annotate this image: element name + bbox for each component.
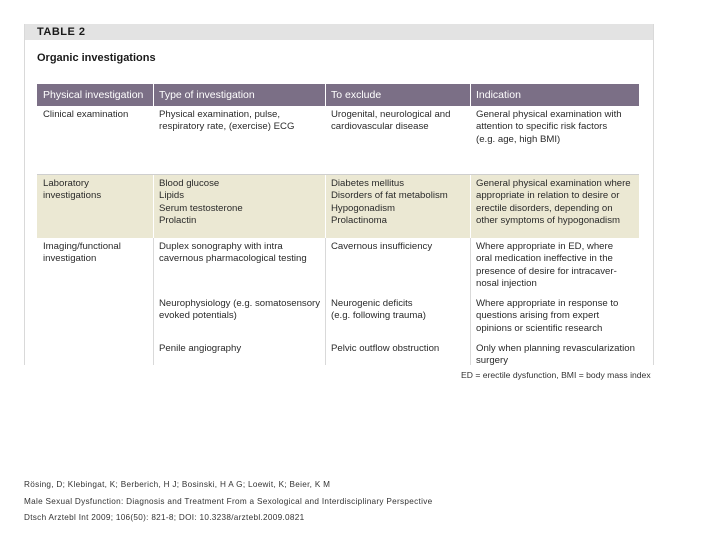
cell-exclude: Neurogenic deficits (e.g. following trauma): [331, 298, 426, 322]
citation-title: Male Sexual Dysfunction: Diagnosis and Treatment From a Sexological and Interdisciplinary Perspective: [24, 496, 433, 506]
citation-authors: Rösing, D; Klebingat, K; Berberich, H J; Bosinski, H A G; Loewit, K; Beier, K M: [24, 480, 331, 489]
table-row: [37, 238, 639, 365]
cell-indication: Where appropriate in ED, where oral medication ineffective in the presence of desire for intracaver- nosal injection: [476, 241, 617, 290]
table-row: [37, 175, 639, 238]
citation: [24, 477, 432, 527]
cell-indication: Only when planning revascularization surgery: [476, 343, 635, 365]
cell-exclude: Diabetes mellitus Disorders of fat metabolism Hypogonadism Prolactinoma: [331, 178, 448, 227]
table-header-row: [37, 84, 639, 106]
table-subrow: [37, 340, 639, 365]
cell-indication: Where appropriate in response to questions arising from expert opinions or scientific research: [476, 298, 619, 334]
column-header-type: Type of investigation: [159, 89, 255, 101]
cell-physical: Imaging/functional investigation: [43, 241, 121, 265]
cell-physical: Laboratory investigations: [43, 178, 102, 202]
cell-type: Neurophysiology (e.g. somatosensory evoked potentials): [159, 298, 321, 322]
investigations-table: [37, 84, 639, 365]
column-header-indication: Indication: [476, 89, 521, 101]
cell-indication: General physical examination with attention to specific risk factors (e.g. age, high BMI): [476, 109, 622, 145]
table-panel: [24, 24, 654, 365]
cell-type: Penile angiography: [159, 343, 242, 354]
citation-source: Dtsch Arztebl Int 2009; 106(50): 821-8; DOI: 10.3238/arztebl.2009.0821: [24, 513, 305, 522]
table-label-bar: [25, 24, 653, 40]
table-title: Organic investigations: [37, 52, 156, 64]
cell-exclude: Pelvic outflow obstruction: [331, 343, 440, 354]
cell-type: Physical examination, pulse, respiratory rate, (exercise) ECG: [159, 109, 295, 133]
column-header-exclude: To exclude: [331, 89, 382, 101]
table-row: [37, 106, 639, 175]
table-subrow: [37, 295, 639, 339]
cell-physical: Clinical examination: [43, 109, 129, 120]
cell-exclude: Cavernous insufficiency: [331, 241, 433, 252]
table-label: TABLE 2: [37, 26, 86, 38]
table-subrow: [37, 238, 639, 294]
cell-exclude: Urogenital, neurological and cardiovascular disease: [331, 109, 451, 133]
column-header-physical: Physical investigation: [43, 89, 144, 101]
table-footnote: ED = erectile dysfunction, BMI = body mass index: [461, 370, 651, 380]
cell-indication: General physical examination where appropriate in relation to desire or erectile disorders, depending on other symptoms of hypogonadism: [476, 178, 631, 227]
cell-type: Blood glucose Lipids Serum testosterone Prolactin: [159, 178, 243, 227]
cell-type: Duplex sonography with intra cavernous pharmacological testing: [159, 241, 307, 265]
